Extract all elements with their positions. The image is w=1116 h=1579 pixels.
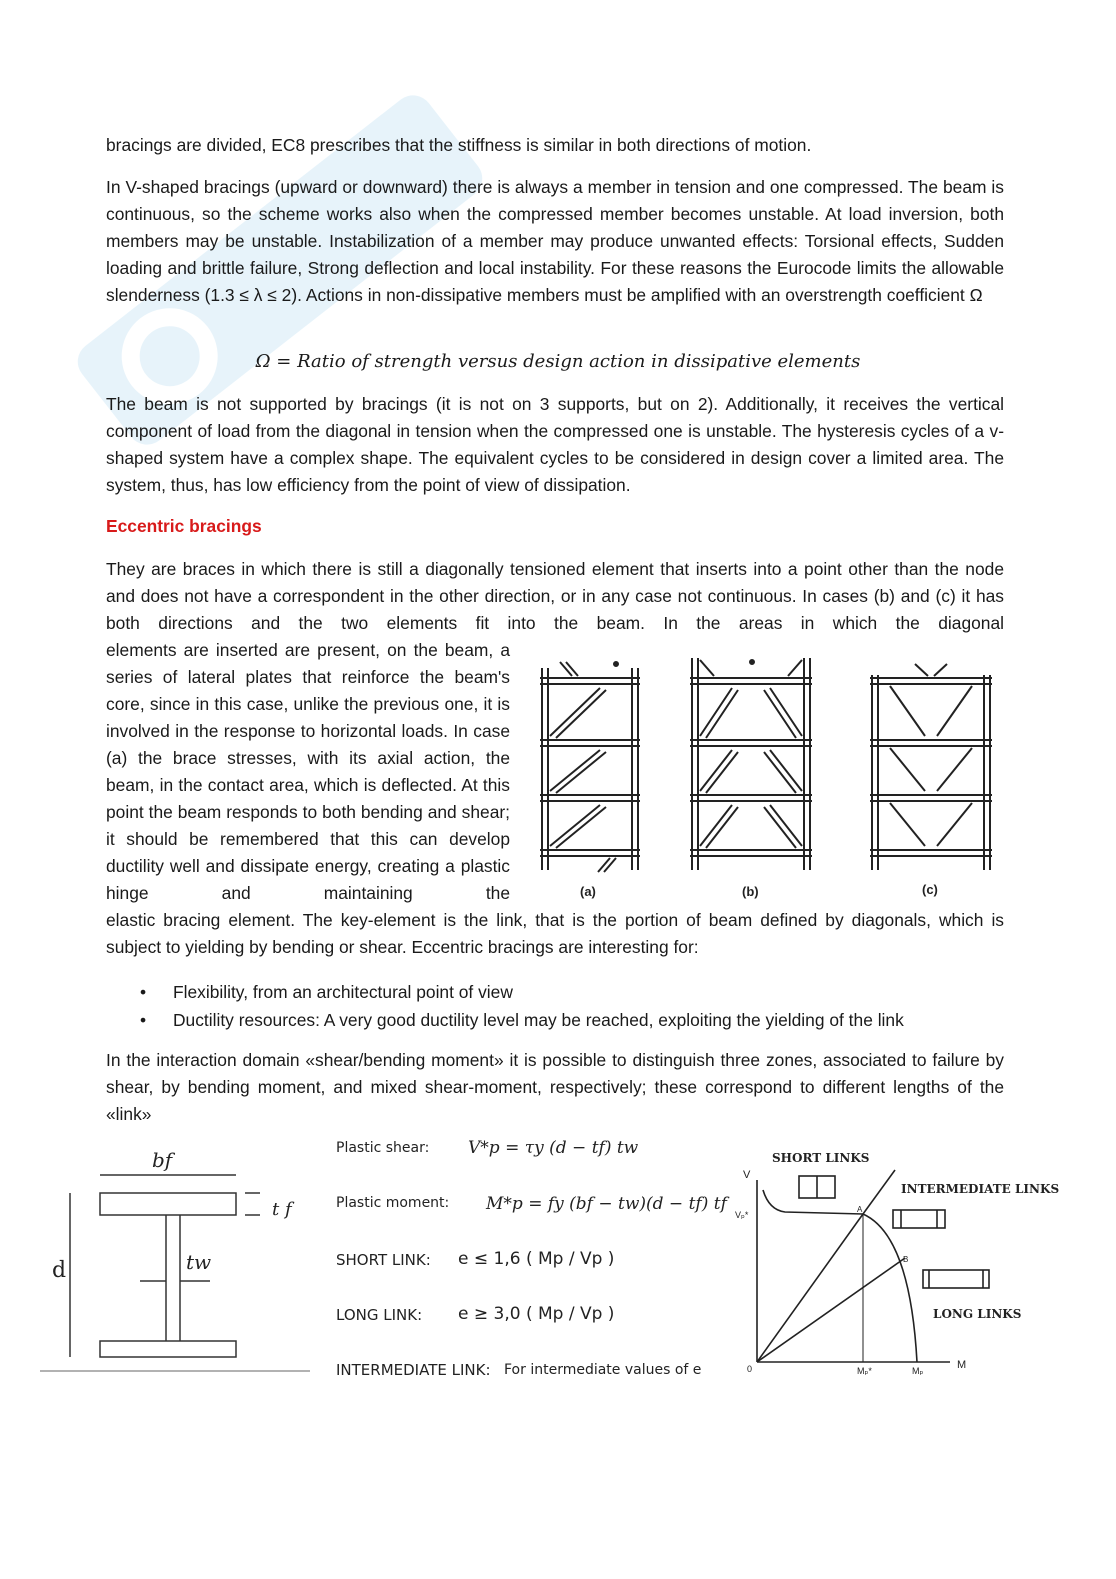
list-item: • Flexibility, from an architectural point of view	[140, 978, 904, 1006]
origin-label: 0	[747, 1364, 753, 1374]
mp-label: Mₚ	[912, 1366, 924, 1376]
plastic-moment-label: Plastic moment:	[336, 1195, 450, 1211]
vp-label: Vₚ*	[735, 1210, 749, 1220]
frame-a-drawing	[540, 662, 640, 872]
axis-label-v: V	[743, 1169, 751, 1181]
paragraph-eccentric-intro: They are braces in which there is still a diagonally tensioned element that inserts into a point other than the node and does not have a correspondent in the other direction, or in any case not continuous. In cases (b) and (c) it has both directions and the two elements fit into the beam. In the areas in which the diagonal	[106, 559, 1004, 633]
bullet-list	[140, 978, 904, 1034]
paragraph-interaction-domain: In the interaction domain «shear/bending moment» it is possible to distinguish three zones, associated to failure by shear, by bending moment, and mixed shear-moment, respectively; these correspond to different lengths of the «link»	[106, 1050, 1004, 1124]
label-tw: tw	[186, 1250, 212, 1274]
point-b-label: B	[903, 1255, 909, 1264]
label-tf: t f	[272, 1199, 292, 1220]
frame-label-b: (b)	[742, 884, 759, 899]
frame-label-a: (a)	[580, 884, 596, 899]
paragraph-beam-support: The beam is not supported by bracings (it is not on 3 supports, but on 2). Additionally, it receives the vertical component of load from the diagonal in tension when the compressed one is unstable. The hysteresis cycles of a v-shaped system have a complex shape. The equivalent cycles to be considered in design cover a limited area. The system, thus, has low efficiency from the point of view of dissipation.	[106, 394, 1004, 495]
long-link-label: LONG LINK:	[336, 1306, 423, 1324]
omega-formula: Ω = Ratio of strength versus design action in dissipative elements	[255, 351, 861, 372]
section-heading-eccentric: Eccentric bracings	[106, 516, 262, 536]
intermediate-link-equation: For intermediate values of e	[504, 1362, 702, 1378]
label-bf: bf	[152, 1148, 173, 1172]
paragraph-wrapped-text: elements are inserted are present, on the beam, a series of lateral plates that reinforce the beam's core, since in this case, unlike the previous one, it is involved in the response to horizontal loads. In case (a) the brace stresses, with its axial action, the beam, in the contact area, which is deflected. At this point the beam responds to both bending and shear; it should be remembered that this can develop ductility well and dissipate energy, creating a plastic hinge and maintaining the	[106, 640, 510, 903]
paragraph-v-bracings: In V-shaped bracings (upward or downward) there is always a member in tension and one compressed. The beam is continuous, so the scheme works also when the compressed member becomes unstable. At load inversion, both members may be unstable. Instabilization of a member may produce unwanted effects: Torsional effects, Sudden loading and brittle failure, Strong deflection and local instability. For these reasons the Eurocode limits the allowable slenderness (1.3 ≤ λ ≤ 2). Actions in non-dissipative members must be amplified with an overstrength coefficient Ω	[106, 177, 1004, 305]
point-a-label: A	[857, 1205, 863, 1214]
list-item: • Ductility resources: A very good ductility level may be reached, exploiting the yielding of the link	[140, 1006, 904, 1034]
paragraph-key-element: elastic bracing element. The key-element is the link, that is the portion of beam defined by diagonals, which is subject to yielding by bending or shear. Eccentric bracings are interesting for:	[106, 910, 1004, 957]
mp-star-label: Mₚ*	[857, 1366, 872, 1376]
eccentric-frames-figure	[520, 650, 1010, 900]
frame-c-drawing	[870, 664, 992, 870]
short-link-label: SHORT LINK:	[336, 1251, 431, 1269]
i-section-figure	[40, 1145, 320, 1380]
label-d: d	[52, 1258, 67, 1283]
label-short-links: SHORT LINKS	[772, 1151, 870, 1165]
label-long-links: LONG LINKS	[933, 1307, 1022, 1321]
interaction-domain-figure	[735, 1140, 1070, 1385]
frame-b-drawing	[690, 658, 812, 870]
plastic-shear-label: Plastic shear:	[336, 1140, 430, 1156]
paragraph-intro: bracings are divided, EC8 prescribes that the stiffness is similar in both directions of motion.	[106, 135, 812, 155]
long-link-equation: e ≥ 3,0 ( Mp / Vp )	[458, 1304, 615, 1324]
frame-label-c: (c)	[922, 882, 938, 897]
plastic-moment-equation: M*p = fy (bf − tw)(d − tf) tf	[486, 1194, 727, 1214]
plastic-shear-equation: V*p = τy (d − tf) tw	[468, 1138, 639, 1158]
intermediate-link-label: INTERMEDIATE LINK:	[336, 1361, 491, 1379]
short-link-equation: e ≤ 1,6 ( Mp / Vp )	[458, 1249, 615, 1269]
axis-label-m: M	[957, 1359, 967, 1371]
label-intermediate-links: INTERMEDIATE LINKS	[901, 1182, 1060, 1196]
